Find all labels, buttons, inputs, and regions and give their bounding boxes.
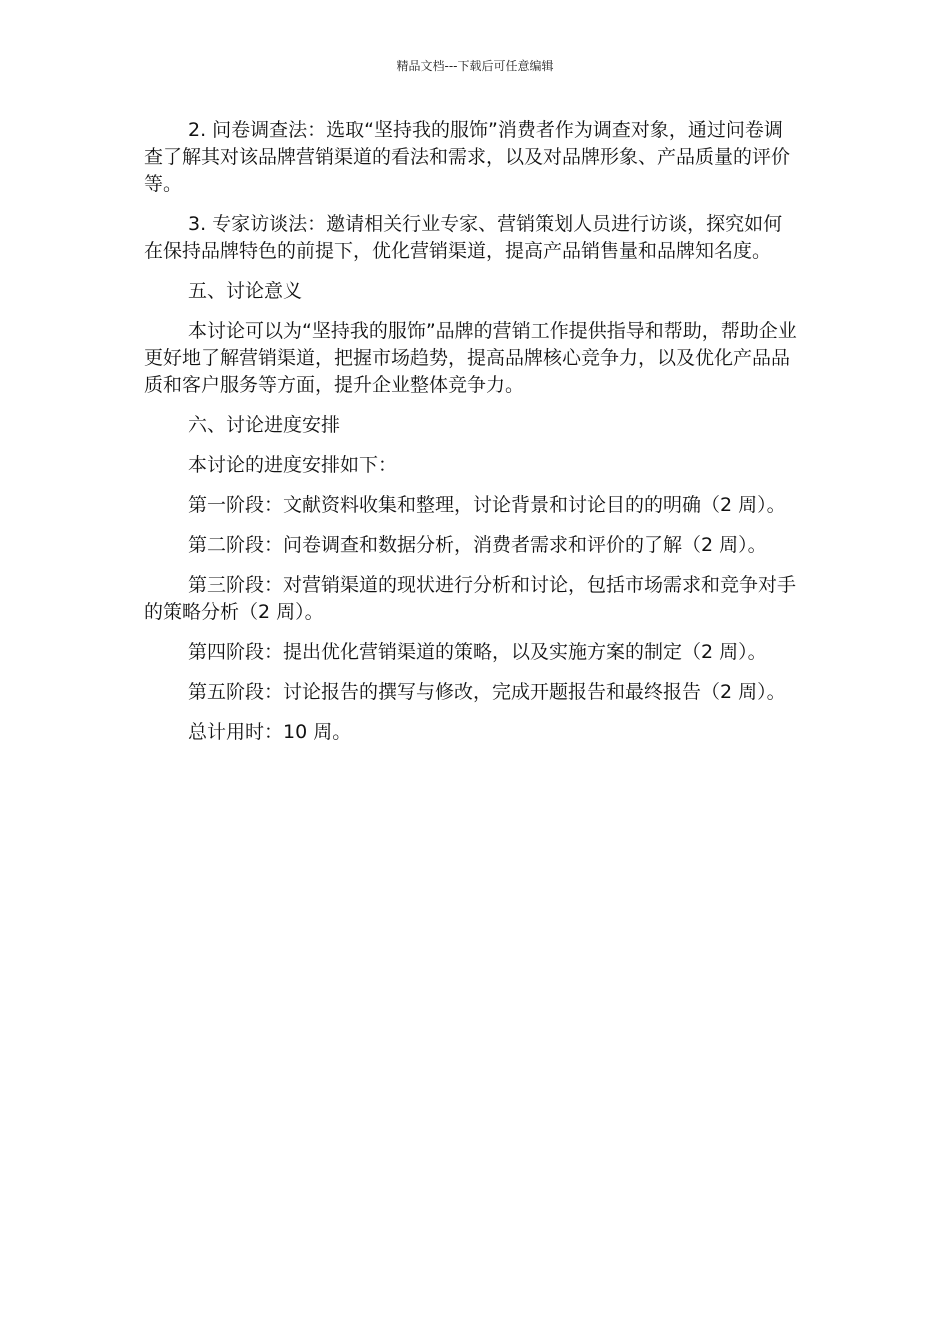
section-heading-schedule: 六、讨论进度安排	[188, 414, 341, 436]
paragraph-phase-3: 第三阶段：对营销渠道的现状进行分析和讨论，包括市场需求和竞争对手的策略分析（2 周）。	[144, 574, 797, 623]
paragraph-expert-interview-method: 3. 专家访谈法：邀请相关行业专家、营销策划人员进行访谈，探究如何在保持品牌特色的前提下，优化营销渠道，提高产品销售量和品牌知名度。	[144, 213, 783, 262]
paragraph-significance: 本讨论可以为“坚持我的服饰”品牌的营销工作提供指导和帮助，帮助企业更好地了解营销渠道，把握市场趋势，提高品牌核心竞争力，以及优化产品品质和客户服务等方面，提升企业整体竞争力。	[144, 320, 797, 396]
paragraph-phase-1: 第一阶段：文献资料收集和整理，讨论背景和讨论目的的明确（2 周）。	[188, 494, 786, 516]
document-body	[144, 117, 799, 759]
paragraph-total-time: 总计用时：10 周。	[188, 721, 352, 743]
page-header: 精品文档---下载后可任意编辑	[396, 59, 554, 73]
paragraph-schedule-intro: 本讨论的进度安排如下：	[188, 454, 398, 476]
paragraph-phase-4: 第四阶段：提出优化营销渠道的策略，以及实施方案的制定（2 周）。	[188, 641, 767, 663]
paragraph-phase-2: 第二阶段：问卷调查和数据分析，消费者需求和评价的了解（2 周）。	[188, 534, 767, 556]
section-heading-significance: 五、讨论意义	[188, 280, 303, 302]
paragraph-questionnaire-method: 2. 问卷调查法：选取“坚持我的服饰”消费者作为调查对象，通过问卷调查了解其对该品牌营销渠道的看法和需求，以及对品牌形象、产品质量的评价等。	[144, 119, 791, 195]
paragraph-phase-5: 第五阶段：讨论报告的撰写与修改，完成开题报告和最终报告（2 周）。	[188, 681, 786, 703]
